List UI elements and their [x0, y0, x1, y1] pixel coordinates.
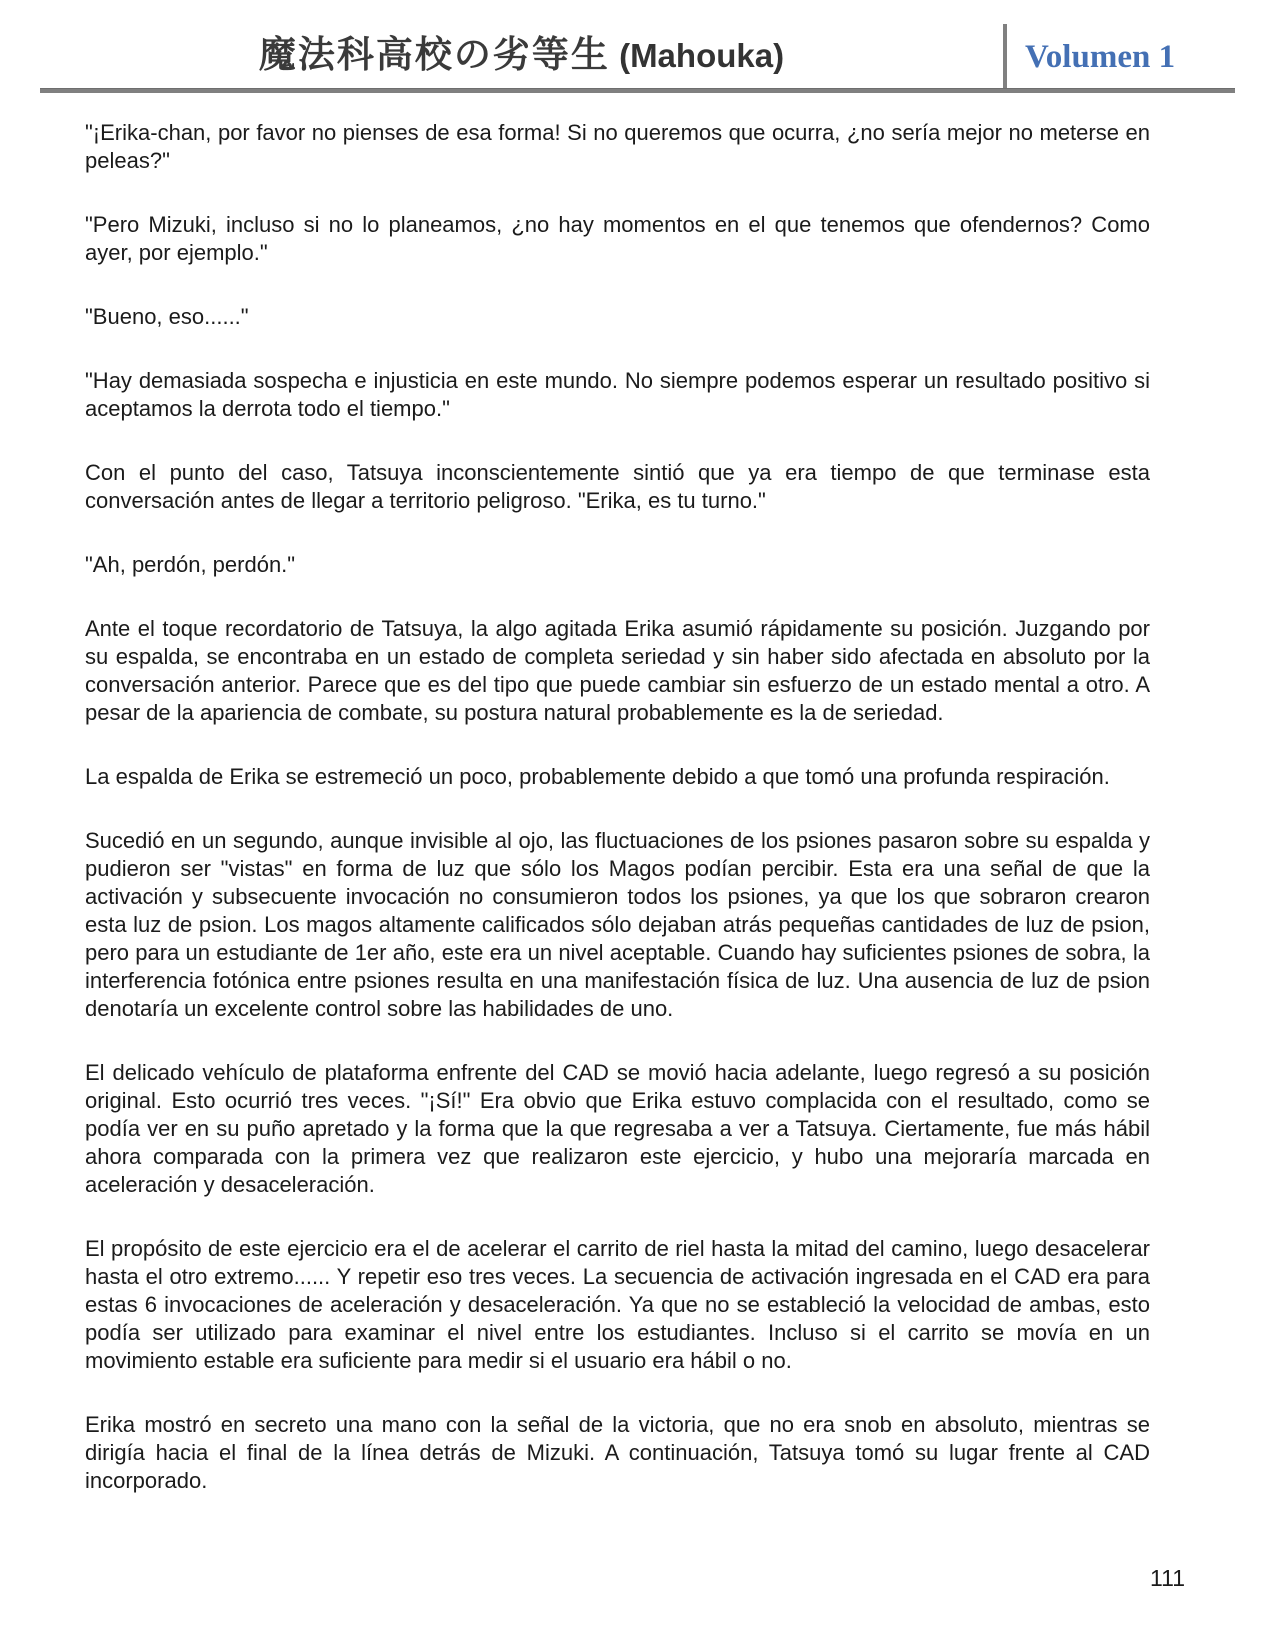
paragraph: Ante el toque recordatorio de Tatsuya, la algo agitada Erika asumió rápidamente su posición. Juzgando por su espalda, se encontraba en un estado de completa seriedad y sin haber sido afectada en absoluto por la conversación anterior. Parece que es del tipo que puede cambiar sin esfuerzo de un estado mental a otro. A pesar de la apariencia de combate, su postura natural probablemente es la de seriedad.: [85, 616, 1150, 725]
paragraph: "Hay demasiada sospecha e injusticia en este mundo. No siempre podemos esperar un resultado positivo si aceptamos la derrota todo el tiempo.": [85, 368, 1150, 421]
header-title: [40, 24, 1003, 88]
paragraph: El delicado vehículo de plataforma enfrente del CAD se movió hacia adelante, luego regresó a su posición original. Esto ocurrió tres veces. "¡Sí!" Era obvio que Erika estuvo complacida con el resultado, como se podía ver en su puño apretado y la forma que la que regresaba a ver a Tatsuya. Ciertamente, fue más hábil ahora comparada con la primera vez que realizaron este ejercicio, y hubo una mejoraría marcada en aceleración y desaceleración.: [85, 1060, 1150, 1197]
paragraph: Sucedió en un segundo, aunque invisible al ojo, las fluctuaciones de los psiones pasaron sobre su espalda y pudieron ser "vistas" en forma de luz que sólo los Magos podían percibir. Esta era una señal de que la activación y subsecuente invocación no consumieron todos los psiones, ya que los que sobraron crearon esta luz de psion. Los magos altamente calificados sólo dejaban atrás pequeñas cantidades de luz de psion, pero para un estudiante de 1er año, este era un nivel aceptable. Cuando hay suficientes psiones de sobra, la interferencia fotónica entre psiones resulta en una manifestación física de luz. Una ausencia de luz de psion denotaría un excelente control sobre las habilidades de uno.: [85, 828, 1150, 1021]
volume-label: Volumen 1: [1025, 39, 1176, 75]
paragraph: "Ah, perdón, perdón.": [85, 552, 296, 577]
paragraph: La espalda de Erika se estremeció un poco, probablemente debido a que tomó una profunda respiración.: [85, 764, 1110, 789]
page-number: 111: [1150, 1565, 1185, 1591]
paragraph: "¡Erika-chan, por favor no pienses de esa forma! Si no queremos que ocurra, ¿no sería mejor no meterse en peleas?": [85, 120, 1150, 173]
header-title-romaji: (Mahouka): [609, 37, 785, 74]
header-title-japanese: 魔法科高校の劣等生: [258, 35, 610, 76]
paragraph: El propósito de este ejercicio era el de acelerar el carrito de riel hasta la mitad del camino, luego desacelerar hasta el otro extremo...... Y repetir eso tres veces. La secuencia de activación ingresada en el CAD era para estas 6 invocaciones de aceleración y desaceleración. Ya que no se estableció la velocidad de ambas, esto podía ser utilizado para examinar el nivel entre los estudiantes. Incluso si el carrito se movía en un movimiento estable era suficiente para medir si el usuario era hábil o no.: [85, 1236, 1150, 1373]
paragraph: Con el punto del caso, Tatsuya inconscientemente sintió que ya era tiempo de que terminase esta conversación antes de llegar a territorio peligroso. "Erika, es tu turno.": [85, 460, 1150, 513]
paragraph: "Bueno, eso......": [85, 304, 249, 329]
body-text: [0, 93, 1275, 1495]
header-volume-cell: [1007, 39, 1235, 88]
paragraph: Erika mostró en secreto una mano con la señal de la victoria, que no era snob en absoluto, mientras se dirigía hacia el final de la línea detrás de Mizuki. A continuación, Tatsuya tomó su lugar frente al CAD incorporado.: [85, 1412, 1150, 1493]
page-header: [40, 0, 1235, 88]
paragraph: "Pero Mizuki, incluso si no lo planeamos, ¿no hay momentos en el que tenemos que ofendernos? Como ayer, por ejemplo.": [85, 212, 1150, 265]
